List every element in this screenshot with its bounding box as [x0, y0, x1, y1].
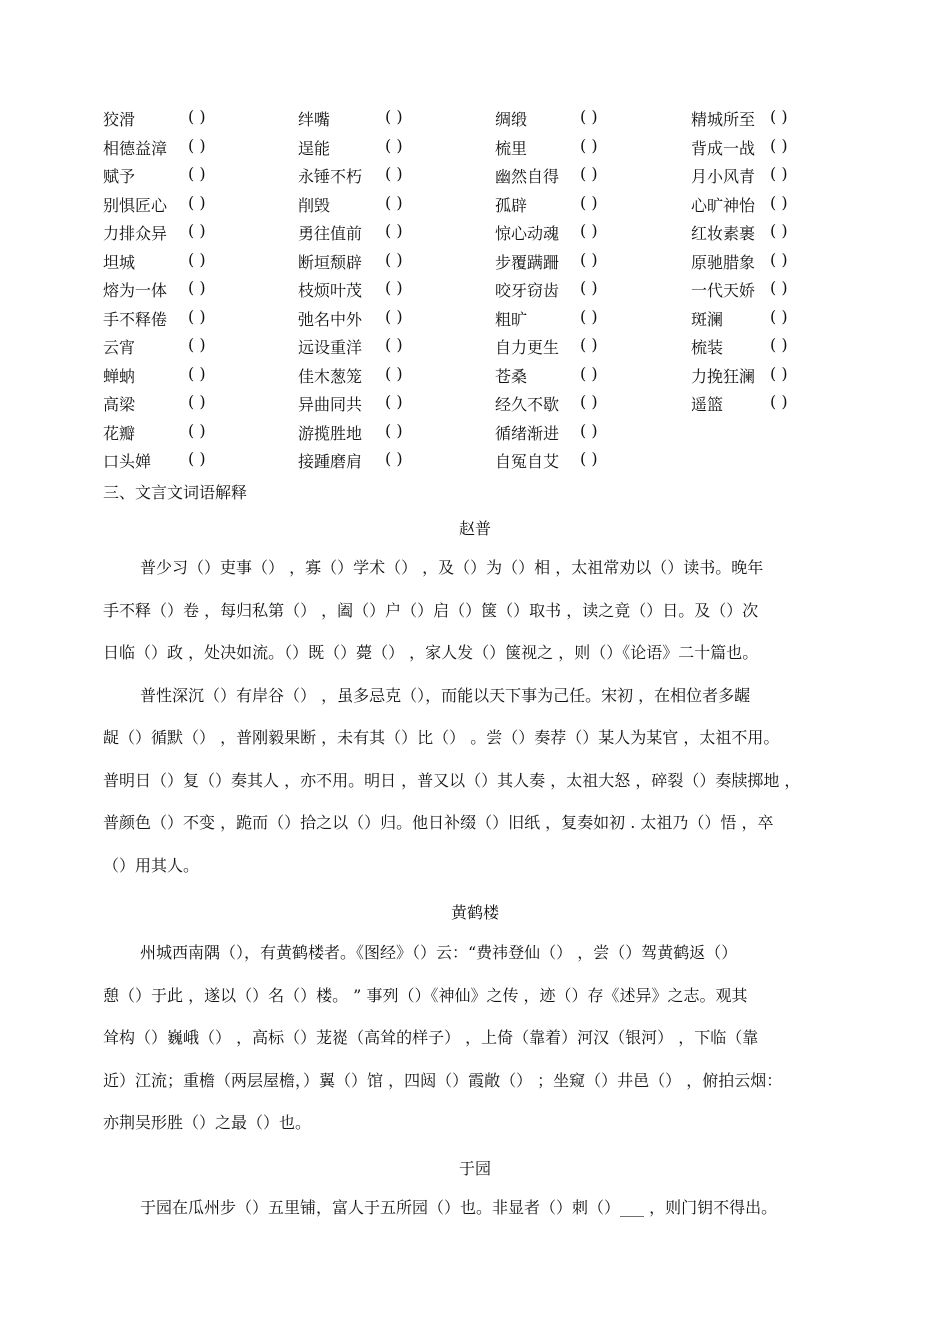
text-line: 日临（）政 ，处决如流。（）既（）薨（） ，家人发（）箧视之 ，则（）《论语》二十篇也。 [103, 643, 759, 662]
vocab-word: 背成一战 [691, 138, 756, 158]
vocab-word: 狡滑 [103, 110, 136, 129]
story-title-huanghelou: 黄鹤楼 [450, 903, 499, 922]
vocab-word: 坦城 [103, 252, 136, 272]
vocab-word: 熔为一体 [103, 281, 168, 300]
answer-blank: ( ) [385, 335, 403, 354]
vocab-word: 接踵磨肩 [298, 452, 363, 471]
vocab-grid [103, 107, 863, 478]
text-line: 普明日（）复（）奏其人 ，亦不用。明日 ，普又以（）其人奏 ，太祖大怒 ，碎裂（）奏牍掷地 ， [103, 770, 801, 790]
text-line: 亦荆吴形胜（）之最（）也。 [103, 1113, 312, 1132]
section-title: 三、文言文词语解释 [103, 483, 248, 502]
vocab-word: 梳装 [691, 338, 724, 357]
vocab-word: 相德益漳 [103, 138, 168, 158]
answer-blank: ( ) [188, 135, 206, 155]
text-line: 手不释（）卷 ，每归私第（） ，阖（）户（）启（）箧（）取书 ，读之竟（）日。及（）次 [103, 600, 759, 620]
answer-blank: ( ) [385, 249, 403, 269]
vocab-word: 口头婵 [103, 452, 152, 471]
vocab-word: 云宵 [103, 338, 136, 357]
vocab-word: 苍桑 [495, 366, 528, 386]
vocab-row [103, 335, 863, 364]
vocab-word: 自力更生 [495, 338, 560, 357]
answer-blank: ( ) [580, 335, 598, 354]
vocab-row [103, 193, 863, 222]
answer-blank: ( ) [385, 363, 403, 383]
answer-blank: ( ) [188, 420, 206, 440]
answer-blank: ( ) [580, 306, 598, 326]
answer-blank: ( ) [580, 192, 598, 212]
vocab-word: 咬牙窃齿 [495, 281, 560, 300]
answer-blank: ( ) [770, 164, 788, 183]
vocab-word: 逞能 [298, 138, 331, 158]
vocab-word: 断垣颓辟 [298, 252, 363, 272]
vocab-word: 佳木葱笼 [298, 366, 363, 386]
text-line: 龊（）循默（） ，普刚毅果断 ，未有其（）比（） 。尝（）奏荐（）某人为某官 ，太祖不用。 [103, 728, 780, 747]
vocab-word: 幽然自得 [495, 167, 560, 186]
answer-blank: ( ) [188, 335, 206, 354]
answer-blank: ( ) [188, 192, 206, 212]
vocab-word: 蝉蚋 [103, 366, 136, 386]
answer-blank: ( ) [770, 363, 788, 383]
vocab-word: 绊嘴 [298, 110, 331, 129]
answer-blank: ( ) [580, 249, 598, 269]
answer-blank: ( ) [770, 249, 788, 269]
answer-blank: ( ) [580, 221, 598, 240]
vocab-row [103, 449, 863, 478]
vocab-word: 梳里 [495, 138, 528, 158]
vocab-word: 斑澜 [691, 309, 724, 329]
answer-blank: ( ) [770, 135, 788, 155]
answer-blank: ( ) [385, 164, 403, 183]
vocab-row [103, 278, 863, 307]
text-line: 普少习（）吏事（） ，寡（）学术（） ，及（）为（）相 ，太祖常劝以（）读书。晚年 [140, 558, 764, 577]
text-line: 于园在瓜州步（）五里铺，富人于五所园（）也。非显者（）刺（）___ ，则门钥不得出。 [140, 1198, 778, 1217]
vocab-word: 力排众异 [103, 224, 168, 243]
vocab-row [103, 107, 863, 136]
answer-blank: ( ) [770, 335, 788, 354]
vocab-row [103, 392, 863, 421]
answer-blank: ( ) [580, 392, 598, 411]
answer-blank: ( ) [770, 306, 788, 326]
text-line: 憩（）于此 ，遂以（）名（）楼。 ” 事列（）《神仙》之传 ，迹（）存《述异》之志。观其 [103, 985, 748, 1005]
story-title-zhaopu: 赵普 [458, 519, 491, 538]
vocab-word: 弛名中外 [298, 309, 363, 329]
vocab-row [103, 164, 863, 193]
text-line: 州城西南隅（），有黄鹤楼者。《图经》（）云：“费祎登仙（） ，尝（）驾黄鹤返（） [140, 943, 738, 962]
vocab-word: 永锤不朽 [298, 167, 363, 186]
answer-blank: ( ) [188, 221, 206, 240]
vocab-word: 步覆蹒跚 [495, 252, 560, 272]
answer-blank: ( ) [385, 420, 403, 440]
vocab-word: 手不释倦 [103, 309, 168, 329]
answer-blank: ( ) [385, 278, 403, 297]
vocab-row [103, 307, 863, 336]
answer-blank: ( ) [188, 249, 206, 269]
answer-blank: ( ) [770, 107, 788, 126]
vocab-word: 力挽狂澜 [691, 366, 756, 386]
vocab-word: 勇往值前 [298, 224, 363, 243]
vocab-word: 惊心动魂 [495, 224, 560, 243]
vocab-word: 一代天娇 [691, 281, 756, 300]
answer-blank: ( ) [385, 392, 403, 411]
answer-blank: ( ) [580, 107, 598, 126]
story-text-yuyuan [103, 1187, 848, 1230]
answer-blank: ( ) [188, 164, 206, 183]
answer-blank: ( ) [385, 306, 403, 326]
answer-blank: ( ) [188, 363, 206, 383]
vocab-word: 心旷神怡 [691, 195, 756, 215]
story-title-yuyuan: 于园 [458, 1159, 491, 1178]
vocab-word: 绸缎 [495, 110, 528, 129]
vocab-word: 高梁 [103, 395, 136, 414]
answer-blank: ( ) [188, 392, 206, 411]
answer-blank: ( ) [580, 164, 598, 183]
answer-blank: ( ) [385, 449, 403, 468]
text-line: 耸构（）巍峨（） ，高标（）茏嵸（高耸的样子） ，上倚（靠着）河汉（银河） ，下临（靠 [103, 1028, 759, 1047]
vocab-row [103, 250, 863, 279]
vocab-word: 月小风青 [691, 167, 756, 186]
answer-blank: ( ) [188, 107, 206, 126]
vocab-word: 循绪渐进 [495, 423, 560, 443]
answer-blank: ( ) [770, 192, 788, 212]
vocab-row [103, 421, 863, 450]
answer-blank: ( ) [770, 392, 788, 411]
vocab-word: 远设重洋 [298, 338, 363, 357]
answer-blank: ( ) [580, 449, 598, 468]
vocab-word: 枝烦叶茂 [298, 281, 363, 300]
vocab-word: 红妆素裹 [691, 224, 756, 243]
vocab-word: 精城所至 [691, 110, 756, 129]
vocab-word: 原驰腊象 [691, 252, 756, 272]
vocab-word: 经久不歇 [495, 395, 560, 414]
vocab-word: 自冤自艾 [495, 452, 560, 471]
text-line: （）用其人。 [103, 855, 200, 875]
vocab-word: 赋予 [103, 167, 136, 186]
answer-blank: ( ) [580, 420, 598, 440]
text-line: 近）江流；重檐（两层屋檐，）翼（）馆 ，四闼（）霞敞（） ；坐窥（）井邑（） ，俯拍云烟： [103, 1070, 783, 1090]
answer-blank: ( ) [385, 192, 403, 212]
story-text-huanghelou [103, 932, 848, 1145]
answer-blank: ( ) [385, 135, 403, 155]
vocab-word: 粗旷 [495, 309, 528, 329]
answer-blank: ( ) [385, 221, 403, 240]
vocab-word: 别惧匠心 [103, 195, 168, 215]
vocab-row [103, 136, 863, 165]
vocab-word: 花瓣 [103, 423, 136, 443]
answer-blank: ( ) [580, 363, 598, 383]
answer-blank: ( ) [188, 278, 206, 297]
answer-blank: ( ) [770, 278, 788, 297]
answer-blank: ( ) [580, 135, 598, 155]
vocab-word: 削毁 [298, 195, 331, 215]
story-text-zhaopu [103, 547, 848, 887]
vocab-word: 异曲同共 [298, 395, 363, 414]
vocab-row [103, 221, 863, 250]
text-line: 普性深沉（）有岸谷（） ，虽多忌克（），而能以天下事为己任。宋初 ，在相位者多龌 [140, 685, 751, 705]
text-line: 普颜色（）不变 ，跪而（）拾之以（）归。他日补缀（）旧纸 ，复奏如初 . 太祖乃（）悟 ，卒 [103, 813, 774, 832]
vocab-word: 遥篮 [691, 395, 724, 414]
answer-blank: ( ) [385, 107, 403, 126]
answer-blank: ( ) [188, 449, 206, 468]
vocab-word: 游揽胜地 [298, 423, 363, 443]
answer-blank: ( ) [188, 306, 206, 326]
vocab-word: 孤辟 [495, 195, 528, 215]
answer-blank: ( ) [770, 221, 788, 240]
answer-blank: ( ) [580, 278, 598, 297]
vocab-row [103, 364, 863, 393]
